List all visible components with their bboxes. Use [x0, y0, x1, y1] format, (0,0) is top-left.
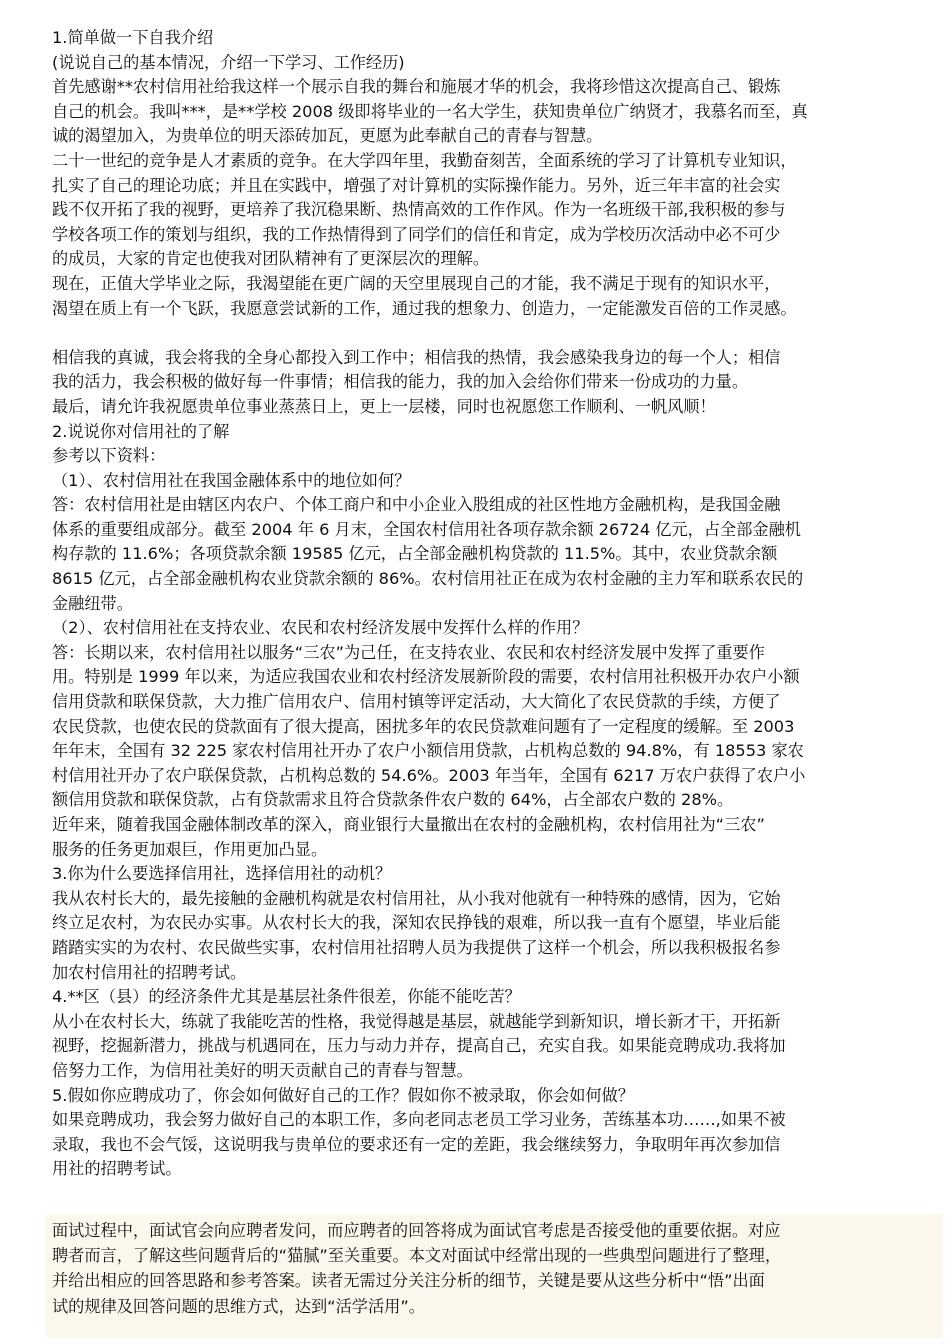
text-line: 践不仅开拓了我的视野，更培养了我沉稳果断、热情高效的工作作风。作为一名班级干部,我积极的参与 [52, 200, 786, 220]
text-line: 试的规律及回答问题的思维方式，达到“活学活用”。 [52, 1296, 425, 1316]
text-line: 参考以下资料： [52, 446, 166, 466]
text-line: 服务的任务更加艰巨，作用更加凸显。 [52, 839, 328, 859]
text-line: 诚的渴望加入，为贵单位的明天添砖加瓦，更愿为此奉献自己的青春与智慧。 [52, 126, 603, 146]
text-line: 二十一世纪的竞争是人才素质的竞争。在大学四年里，我勤奋刻苦，全面系统的学习了计算机专业知识， [52, 150, 797, 170]
text-line: 构存款的 11.6%；各项贷款余额 19585 亿元，占全部金融机构贷款的 11.5%。其中，农业贷款余额 [52, 544, 778, 564]
text-line: 渴望在质上有一个飞跃，我愿意尝试新的工作，通过我的想象力、创造力，一定能激发百倍的工作灵感。 [52, 298, 797, 318]
document-body [52, 26, 932, 1182]
text-line: 我从农村长大的，最先接触的金融机构就是农村信用社，从小我对他就有一种特殊的感情，因为，它始 [52, 888, 781, 908]
text-line: 学校各项工作的策划与组织，我的工作热情得到了同学们的信任和肯定，成为学校历次活动中必不可少 [52, 224, 781, 244]
text-line: 我的活力，我会积极的做好每一件事情；相信我的能力，我的加入会给你们带来一份成功的力量。 [52, 372, 749, 392]
text-line: 农民贷款，也使农民的贷款面有了很大提高，困扰多年的农民贷款难问题有了一定程度的缓解。至 2003 [52, 716, 795, 736]
text-line: 用。特别是 1999 年以来，为适应我国农业和农村经济发展新阶段的需要，农村信用社积极开办农户小额 [52, 667, 800, 687]
text-line: 信用贷款和联保贷款，大力推广信用农户、信用村镇等评定活动，大大简化了农民贷款的手续，方便了 [52, 692, 781, 712]
text-line: （1）、农村信用社在我国金融体系中的地位如何？ [52, 470, 411, 490]
text-line: 聘者而言，了解这些问题背后的“猫腻”至关重要。本文对面试中经常出现的一些典型问题进行了整理， [52, 1246, 782, 1266]
text-line: 2.说说你对信用社的了解 [52, 421, 230, 441]
text-line: 近年来，随着我国金融体制改革的深入，商业银行大量撤出在农村的金融机构，农村信用社为“三农” [52, 815, 765, 834]
text-line: 1.简单做一下自我介绍 [52, 28, 214, 47]
text-line: 最后，请允许我祝愿贵单位事业蒸蒸日上，更上一层楼，同时也祝愿您工作顺利、一帆风顺！ [52, 396, 716, 416]
text-line: 踏踏实实的为农村、农民做些实事，农村信用社招聘人员为我提供了这样一个机会，所以我积极报名参 [52, 937, 781, 957]
text-line: 面试过程中，面试官会向应聘者发问，而应聘者的回答将成为面试官考虑是否接受他的重要依据。对应 [52, 1221, 781, 1240]
text-line: 从小在农村长大，练就了我能吃苦的性格，我觉得越是基层，就越能学到新知识，增长新才干，开拓新 [52, 1011, 781, 1031]
text-line: 额信用贷款和联保贷款，占有贷款需求且符合贷款条件农户数的 64%，占全部农户数的 28%。 [52, 790, 734, 810]
text-line: 相信我的真诚，我会将我的全身心都投入到工作中；相信我的热情，我会感染我身边的每一个人；相信 [52, 347, 781, 367]
text-line: 录取，我也不会气馁，这说明我与贵单位的要求还有一定的差距，我会继续努力，争取明年再次参加信 [52, 1134, 781, 1154]
text-line: 首先感谢**农村信用社给我这样一个展示自我的舞台和施展才华的机会，我将珍惜这次提高自己、锻炼 [52, 77, 781, 97]
text-line: 8615 亿元，占全部金融机构农业贷款余额的 86%。农村信用社正在成为农村金融的主力军和联系农民的 [52, 569, 804, 589]
text-line: 年年末，全国有 32 225 家农村信用社开办了农户小额信用贷款，占机构总数的 94.8%，有 18553 家农 [52, 741, 804, 761]
text-line: 的成员，大家的肯定也使我对团队精神有了更深层次的理解。 [52, 249, 490, 269]
text-line: 现在，正值大学毕业之际，我渴望能在更广阔的天空里展现自己的才能，我不满足于现有的知识水平， [52, 273, 781, 293]
text-line: 并给出相应的回答思路和参考答案。读者无需过分关注分析的细节，关键是要从这些分析中“悟”出面 [52, 1271, 765, 1291]
text-line: 扎实了自己的理论功底；并且在实践中，增强了对计算机的实际操作能力。另外，近三年丰富的社会实 [52, 175, 781, 195]
text-line: 加农村信用社的招聘考试。 [52, 962, 247, 982]
highlighted-note [46, 1214, 942, 1338]
text-line: 终立足农村，为农民办实事。从农村长大的我，深知农民挣钱的艰难，所以我一直有个愿望，毕业后能 [52, 913, 781, 933]
text-line: 金融纽带。 [52, 593, 133, 613]
text-line: 3.你为什么要选择信用社，选择信用社的动机？ [52, 864, 392, 884]
text-line: 4.**区（县）的经济条件尤其是基层社条件很差，你能不能吃苦？ [52, 987, 521, 1007]
text-line: 视野，挖掘新潜力，挑战与机遇同在，压力与动力并存，提高自己，充实自我。如果能竞聘成功.我将加 [52, 1036, 786, 1056]
text-line: 倍努力工作，为信用社美好的明天贡献自己的青春与智慧。 [52, 1060, 473, 1080]
text-line: 自己的机会。我叫***，是**学校 2008 级即将毕业的一名大学生，获知贵单位广纳贤才，我慕名而至，真 [52, 101, 808, 121]
text-line: 体系的重要组成部分。截至 2004 年 6 月末，全国农村信用社各项存款余额 26724 亿元，占全部金融机 [52, 519, 801, 539]
text-line: 村信用社开办了农户联保贷款，占机构总数的 54.6%。2003 年当年，全国有 6217 万农户获得了农户小 [52, 765, 806, 785]
text-line: （2）、农村信用社在支持农业、农民和农村经济发展中发挥什么样的作用？ [52, 618, 589, 638]
text-line: 用社的招聘考试。 [52, 1159, 182, 1179]
text-line: 答：长期以来，农村信用社以服务“三农”为己任，在支持农业、农民和农村经济发展中发挥了重要作 [52, 642, 765, 662]
text-line: 如果竞聘成功，我会努力做好自己的本职工作，多向老同志老员工学习业务，苦练基本功……,如果不被 [52, 1110, 786, 1130]
text-line: (说说自己的基本情况，介绍一下学习、工作经历) [52, 52, 405, 72]
text-line: 5.假如你应聘成功了，你会如何做好自己的工作？假如你不被录取，你会如何做？ [52, 1085, 635, 1105]
text-line: 答：农村信用社是由辖区内农户、个体工商户和中小企业入股组成的社区性地方金融机构，是我国金融 [52, 495, 781, 515]
blank-line [52, 321, 932, 346]
